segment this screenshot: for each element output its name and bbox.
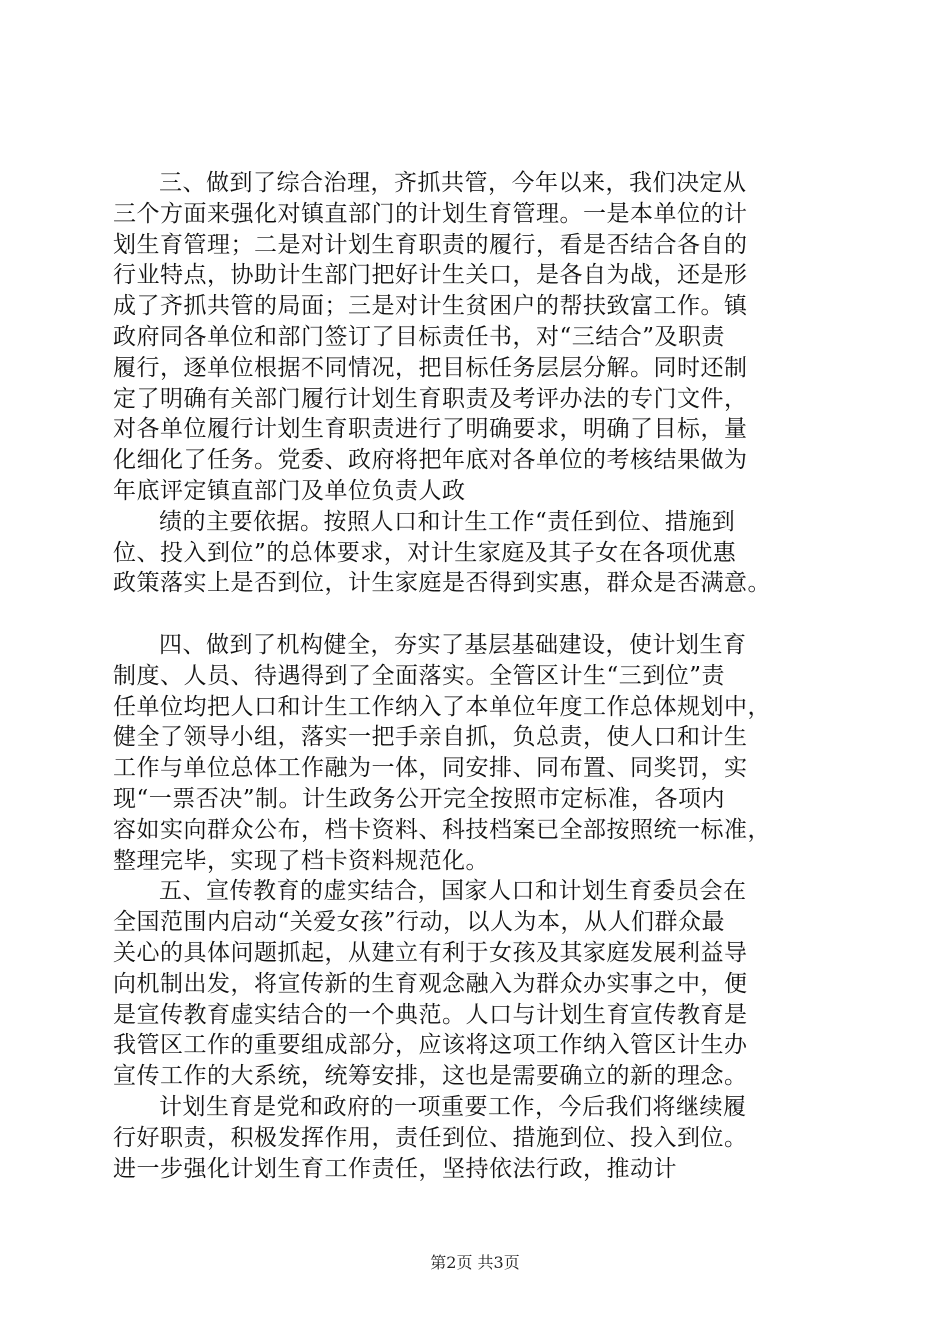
text-line: 成了齐抓共管的局面；三是对计生贫困户的帮扶致富工作。镇 — [113, 293, 748, 320]
paragraph-spacer — [113, 599, 853, 630]
text-line: 制度、人员、待遇得到了全面落实。全管区计生“三到位”责 — [113, 662, 726, 689]
text-line: 年底评定镇直部门及单位负责人政 — [113, 477, 466, 504]
text-line: 化细化了任务。党委、政府将把年底对各单位的考核结果做为 — [113, 447, 748, 474]
body-text — [113, 168, 853, 1184]
paragraph-3 — [113, 168, 853, 507]
text-line: 关心的具体问题抓起，从建立有利于女孩及其家庭发展利益导 — [113, 939, 748, 966]
text-line: 三个方面来强化对镇直部门的计划生育管理。一是本单位的计 — [113, 200, 748, 227]
text-line: 我管区工作的重要组成部分，应该将这项工作纳入管区计生办 — [113, 1032, 748, 1059]
text-line: 划生育管理；二是对计划生育职责的履行，看是否结合各自的 — [113, 231, 748, 258]
text-line: 是宣传教育虚实结合的一个典范。人口与计划生育宣传教育是 — [113, 1001, 748, 1028]
text-line: 政府同各单位和部门签订了目标责任书，对“三结合”及职责 — [113, 323, 726, 350]
paragraph-4 — [113, 630, 853, 876]
paragraph-5 — [113, 876, 853, 1092]
page-number-footer: 第2页 共3页 — [430, 1253, 520, 1272]
text-line: 对各单位履行计划生育职责进行了明确要求，明确了目标，量 — [113, 416, 748, 443]
paragraph-closing — [113, 1092, 853, 1184]
text-line: 向机制出发，将宣传新的生育观念融入为群众办实事之中，便 — [113, 970, 748, 997]
text-line: 进一步强化计划生育工作责任，坚持依法行政，推动计 — [113, 1155, 677, 1182]
text-line: 任单位均把人口和计生工作纳入了本单位年度工作总体规划中， — [113, 693, 771, 720]
text-line: 全国范围内启动“关爱女孩”行动，以人为本，从人们群众最 — [113, 909, 726, 936]
text-line: 行好职责，积极发挥作用，责任到位、措施到位、投入到位。 — [113, 1124, 748, 1151]
text-line: 履行，逐单位根据不同情况，把目标任务层层分解。同时还制 — [113, 354, 748, 381]
text-line: 绩的主要依据。按照人口和计生工作“责任到位、措施到 — [159, 508, 736, 535]
text-line: 定了明确有关部门履行计划生育职责及考评办法的专门文件， — [113, 385, 748, 412]
text-line: 宣传工作的大系统，统筹安排，这也是需要确立的新的理念。 — [113, 1063, 748, 1090]
paragraph-3-continued — [113, 507, 853, 599]
text-line: 计划生育是党和政府的一项重要工作，今后我们将继续履 — [159, 1093, 747, 1120]
text-line: 现“一票否决”制。计生政务公开完全按照市定标准，各项内 — [113, 785, 726, 812]
text-line: 容如实向群众公布，档卡资料、科技档案已全部按照统一标准， — [113, 816, 771, 843]
text-line: 健全了领导小组，落实一把手亲自抓，负总责，使人口和计生 — [113, 724, 748, 751]
text-line: 三、做到了综合治理，齐抓共管，今年以来，我们决定从 — [159, 170, 747, 196]
text-line: 行业特点，协助计生部门把好计生关口，是各自为战，还是形 — [113, 262, 748, 289]
text-line: 位、投入到位”的总体要求，对计生家庭及其子女在各项优惠 — [113, 539, 737, 566]
text-line: 整理完毕，实现了档卡资料规范化。 — [113, 847, 489, 874]
text-line: 四、做到了机构健全，夯实了基层基础建设，使计划生育 — [159, 631, 747, 658]
text-line: 工作与单位总体工作融为一体，同安排、同布置、同奖罚，实 — [113, 755, 748, 782]
text-line: 政策落实上是否到位，计生家庭是否得到实惠，群众是否满意。 — [113, 570, 771, 597]
text-line: 五、宣传教育的虚实结合，国家人口和计划生育委员会在 — [159, 878, 747, 905]
